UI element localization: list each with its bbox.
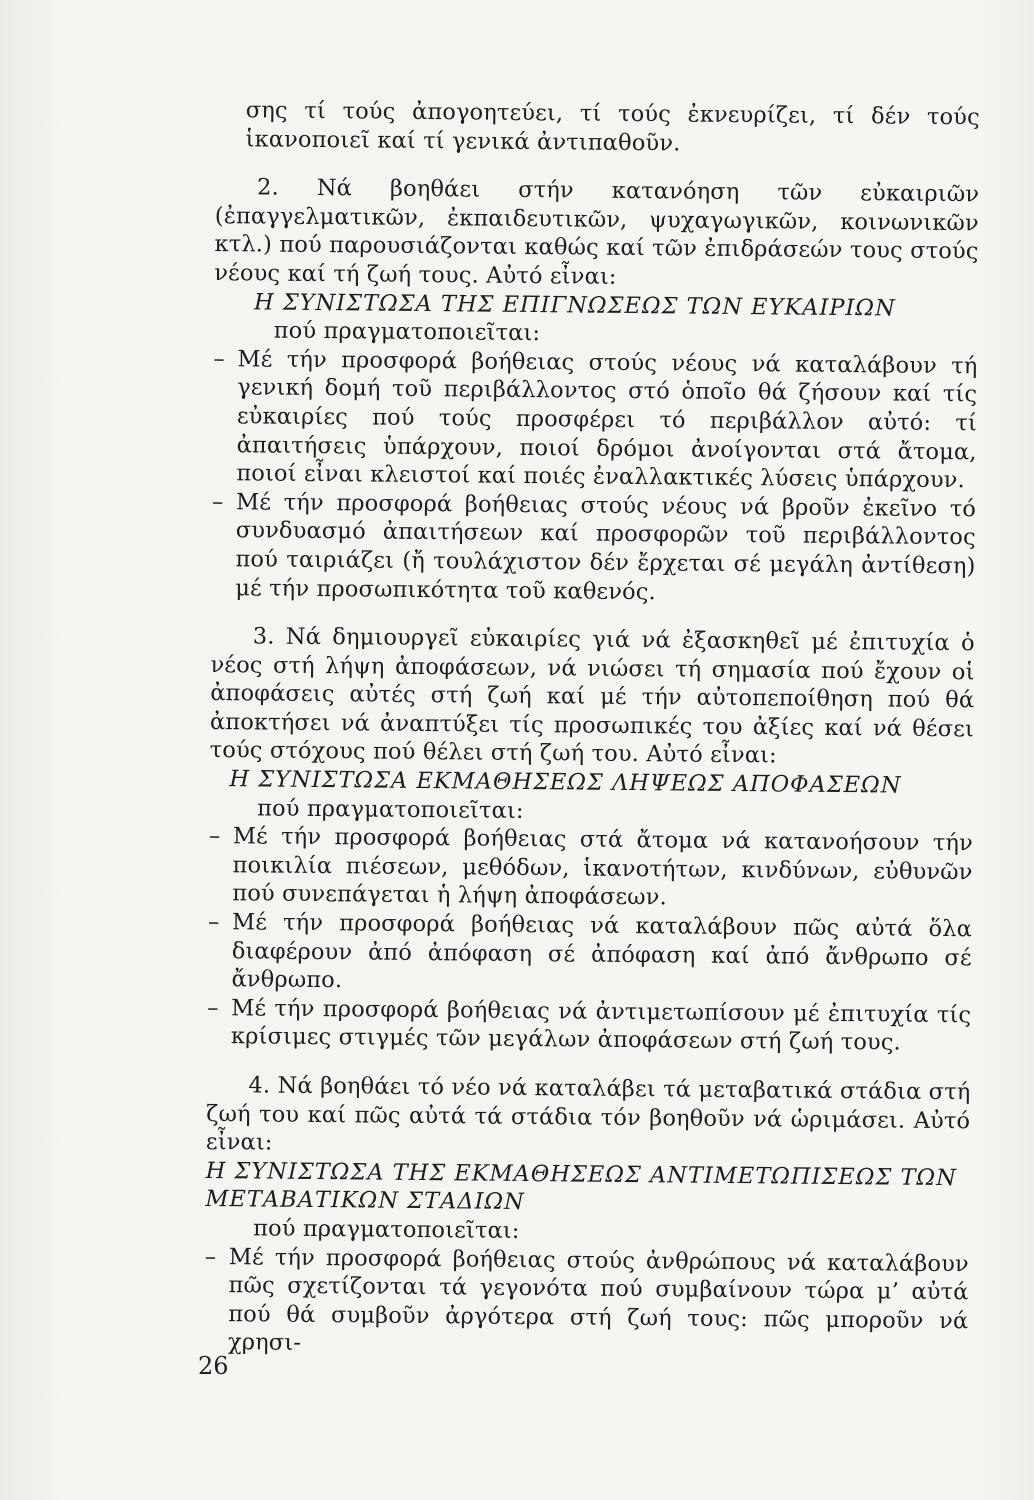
list-item: – Μέ τήν προσφορά βοήθειας στά ἄτομα νά κατανοήσουν τήν ποικιλία πιέσεων, μεθόδων, ἱκανοτήτων, κινδύνων, εὐθυνῶν πού συνεπάγεται ἡ λήψη ἀποφάσεων. [208,823,973,911]
dash-bullet: – [204,1243,217,1270]
page-body [204,96,980,1364]
dash-bullet: – [211,488,224,515]
intro-line-2: πού πραγματοποιεῖται: [257,795,524,824]
dash-bullet: – [207,908,220,936]
list-item: – Μέ τήν προσφορά βοήθειας στούς νέους νά βροῦν ἐκεῖνο τό συνδυασμό ἀπαιτήσεων καί προσφορῶν τοῦ περιβάλλοντος πού ταιριάζει (ἤ τουλάχιστον δέν ἔρχεται σέ μεγάλη ἀντίθεση) μέ τήν προσωπικότητα τοῦ καθενός. [211,488,977,605]
dash-bullet: – [213,345,226,372]
paragraph-3: 3. Νά δημιουργεῖ εὐκαιρίες γιά νά ἐξασκηθεῖ μέ ἐπιτυχία ὁ νέος στή λήψη ἀποφάσεων, νά νιώσει τή σημασία πού ἔχουν οἱ ἀποφάσεις αὐτές στή ζωή καί μέ τήν αὐτοπεποίθηση πού θά ἀποκτήσει νά ἀναπτύξει τίς προσωπικές του ἀξίες καί νά θέσει τούς στόχους πού θέλει στή ζωή του. Αὐτό εἶναι: [209,623,975,769]
heading-transition-stages-line2: ΜΕΤΑΒΑΤΙΚΩΝ ΣΤΑΔΙΩΝ [205,1186,525,1216]
list-item: – Μέ τήν προσφορά βοήθειας στούς νέους νά καταλάβουν τή γενική δομή τοῦ περιβάλλοντος στό ὁποῖο θά ζήσουν καί τίς εὐκαιρίες πού τούς προσφέρει τό περιβάλλον αὐτό: τί ἀπαιτήσεις ὑπάρχουν, ποιοί δρόμοι ἀνοίγονται στά ἄτομα, ποιοί εἶναι κλειστοί καί ποιές ἐναλλακτικές λύσεις ὑπάρχουν. [213,345,978,494]
page-number: 26 [198,1352,229,1380]
list-item: – Μέ τήν προσφορά βοήθειας στούς ἀνθρώπους νά καταλάβουν πῶς σχετίζονται τά γεγονότα πού συμβαίνουν τώρα μ’ αὐτά πού θά συμβοῦν ἀργότερα στή ζωή τους: πῶς μποροῦν νά χρησι- [204,1243,969,1357]
bullet-list-3 [204,1243,969,1365]
intro-line-1: πού πραγματοποιεῖται: [273,317,541,347]
bullet-list-2 [207,822,973,1058]
heading-awareness-of-opportunities: Η ΣΥΝΙΣΤΩΣΑ ΤΗΣ ΕΠΙΓΝΩΣΕΩΣ ΤΩΝ ΕΥΚΑΙΡΙΩΝ [253,288,896,322]
list-item: – Μέ τήν προσφορά βοήθειας νά ἀντιμετωπίσουν μέ ἐπιτυχία τίς κρίσιμες στιγμές τῶν μεγάλων ἀποφάσεων στή ζωή τους. [207,994,972,1057]
paragraph-continuation: σης τί τούς ἀπογοητεύει, τί τούς ἐκνευρίζει, τί δέν τούς ἱκανοποιεῖ καί τί γενικά ἀντιπαθοῦν. [245,97,980,157]
paragraph-4: 4. Νά βοηθάει τό νέο νά καταλάβει τά μεταβατικά στάδια στή ζωή του καί πῶς αὐτά τά στάδια τόν βοηθοῦν νά ὡριμάσει. Αὐτό εἶναι: [205,1072,971,1156]
list-item: – Μέ τήν προσφορά βοήθειας νά καταλάβουν πῶς αὐτά ὅλα διαφέρουν ἀπό ἀπόφαση σέ ἀπόφαση καί ἀπό ἄνθρωπο σέ ἄνθρωπο. [207,908,973,994]
heading-decision-making: Η ΣΥΝΙΣΤΩΣΑ ΕΚΜΑΘΗΣΕΩΣ ΛΗΨΕΩΣ ΑΠΟΦΑΣΕΩΝ [229,766,902,799]
bullet-list-1 [211,345,977,610]
dash-bullet: – [207,994,219,1021]
heading-transition-stages-line1: Η ΣΥΝΙΣΤΩΣΑ ΤΗΣ ΕΚΜΑΘΗΣΕΩΣ ΑΝΤΙΜΕΤΩΠΙΣΕΩΣ ΤΩΝ [205,1157,957,1191]
intro-line-3: πού πραγματοποιεῖται: [253,1215,520,1244]
dash-bullet: – [208,823,221,850]
paragraph-2: 2. Νά βοηθάει στήν κατανόηση τῶν εὐκαιριῶν (ἐπαγγελματικῶν, ἐκπαιδευτικῶν, ψυχαγωγικῶν, κοινωνικῶν κτλ.) πού παρουσιάζονται καθώς καί τῶν ἐπιδράσεών τους στούς νέους καί τή ζωή τους. Αὐτό εἶναι: [214,174,980,290]
